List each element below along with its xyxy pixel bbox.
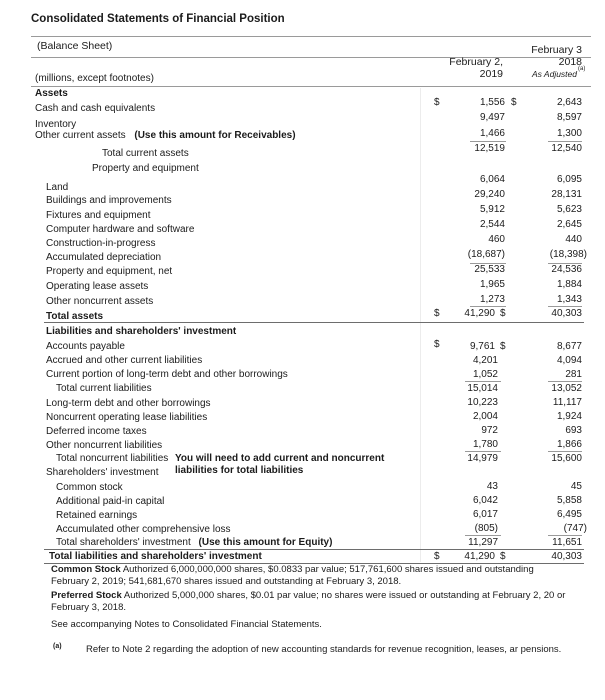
footnote-preferred-stock-label: Preferred Stock: [51, 590, 122, 601]
subtotal-rule: [470, 306, 506, 307]
row-label-buildings: Buildings and improvements: [46, 195, 172, 206]
value-2018: 6,495: [556, 509, 582, 520]
value-2018: 693: [565, 425, 582, 436]
row-label-land: Land: [46, 182, 69, 193]
subtotal-rule: [548, 535, 582, 536]
row-label-fixtures: Fixtures and equipment: [46, 210, 151, 221]
row-label-cash: Cash and cash equivalents: [35, 103, 156, 114]
value-2018: 1,866: [556, 439, 582, 450]
value-2018: 1,924: [556, 411, 582, 422]
value-2019: 1,965: [479, 279, 505, 290]
value-2019: (805): [474, 523, 498, 534]
value-2018: 6,095: [556, 174, 582, 185]
value-2019: 41,290: [464, 308, 495, 319]
value-2019: 10,223: [467, 397, 498, 408]
value-2018: 1,884: [556, 279, 582, 290]
row-label-pe-net: Property and equipment, net: [46, 266, 173, 277]
row-label-total-liabilities-equity: Total liabilities and shareholders' investment: [49, 551, 262, 562]
row-label-operating-lease-assets: Operating lease assets: [46, 281, 149, 292]
value-2019: 1,052: [472, 369, 498, 380]
dollar-sign: $: [500, 551, 506, 562]
subtotal-rule: [465, 381, 501, 382]
footnote-common-stock: [51, 564, 571, 588]
value-2018: 40,303: [551, 551, 582, 562]
row-label-shareholders-investment: Shareholders' investment: [46, 467, 159, 478]
units-note: (millions, except footnotes): [35, 73, 154, 84]
col-header-2018-line3: [505, 69, 577, 79]
value-2019: 1,556: [479, 97, 505, 108]
value-2018: 440: [565, 234, 582, 245]
row-label-construction: Construction-in-progress: [46, 238, 156, 249]
subtotal-rule: [470, 141, 506, 142]
footnote-see-notes: See accompanying Notes to Consolidated Financial Statements.: [51, 619, 322, 630]
dollar-sign: $: [500, 308, 506, 319]
value-2018: 8,597: [556, 112, 582, 123]
value-2019: 1,273: [479, 294, 505, 305]
value-2018: 1,343: [556, 294, 582, 305]
value-2019: 6,017: [472, 509, 498, 520]
row-label-text: Total shareholders' investment: [56, 537, 191, 548]
col-header-note-marker: (a): [578, 66, 586, 72]
dollar-sign: $: [434, 308, 440, 319]
footnote-common-stock-label: Common Stock: [51, 564, 121, 575]
footnote-preferred-stock: [51, 590, 571, 614]
row-label-liabilities-header: Liabilities and shareholders' investment: [46, 326, 237, 337]
row-label-total-shareholders-investment: [56, 537, 332, 549]
value-2019: 2,004: [472, 411, 498, 422]
row-label-deferred-taxes: Deferred income taxes: [46, 426, 147, 437]
value-2019: 6,064: [479, 174, 505, 185]
row-label-accrued: Accrued and other current liabilities: [46, 355, 203, 366]
value-2018: 2,645: [556, 219, 582, 230]
footnote-a-text: Refer to Note 2 regarding the adoption of new accounting standards for revenue recognition, leases, ar pensions.: [86, 644, 562, 655]
col-header-2018-line1: February 3: [531, 44, 582, 56]
dollar-sign: $: [434, 97, 440, 108]
page-title: Consolidated Statements of Financial Position: [31, 13, 285, 25]
value-2019: 1,780: [472, 439, 498, 450]
row-label-apic: Additional paid-in capital: [56, 496, 165, 507]
as-adjusted-label: As Adjusted: [531, 69, 577, 79]
col-header-2019-line1: February 2,: [449, 56, 503, 68]
dollar-sign: $: [511, 97, 517, 108]
value-2019: (18,687): [467, 249, 505, 260]
note-marker: (a): [53, 643, 62, 650]
value-2019: 14,979: [467, 453, 498, 464]
dollar-sign: $: [434, 551, 440, 562]
value-2019: 460: [488, 234, 505, 245]
row-label-other-current-assets: [35, 130, 296, 142]
value-2018: 15,600: [551, 453, 582, 464]
col-header-2018-line2: 2018: [558, 56, 582, 68]
value-2019: 9,497: [479, 112, 505, 123]
subtotal-rule: [465, 535, 501, 536]
subtotal-rule: [548, 141, 582, 142]
row-label-accumulated-depreciation: Accumulated depreciation: [46, 252, 162, 263]
value-2018: 12,540: [551, 143, 582, 154]
value-2019: 2,544: [479, 219, 505, 230]
subtitle: (Balance Sheet): [37, 40, 113, 52]
section-divider: [44, 549, 584, 550]
footnote-common-stock-text: Authorized 6,000,000,000 shares, $0.0833 par value; 517,761,600 shares issued and outstanding February 2, 2019; 541,681,670 shares issued and outstanding at February 3, 2018.: [51, 564, 534, 587]
dollar-sign: $: [500, 341, 506, 352]
value-2019: 15,014: [467, 383, 498, 394]
value-2019: 41,290: [464, 551, 495, 562]
value-2019: 11,297: [468, 537, 498, 548]
section-divider: [44, 322, 584, 323]
value-2019: 25,533: [474, 264, 505, 275]
subtotal-rule: [548, 381, 582, 382]
value-2019: 1,466: [479, 128, 505, 139]
value-2018: 1,300: [556, 128, 582, 139]
subtotal-rule: [548, 306, 582, 307]
value-2019: 29,240: [474, 189, 505, 200]
row-label-common-stock: Common stock: [56, 482, 123, 493]
row-label-other-noncurrent-assets: Other noncurrent assets: [46, 296, 154, 307]
row-label-assets: Assets: [35, 88, 68, 99]
value-2019: 6,042: [472, 495, 498, 506]
row-label-retained-earnings: Retained earnings: [56, 510, 138, 521]
row-label-total-noncurrent-liabilities: Total noncurrent liabilities: [56, 453, 169, 464]
row-label-text: Other current assets: [35, 130, 126, 141]
row-label-total-current-assets: Total current assets: [102, 148, 189, 159]
value-2018: 5,858: [556, 495, 582, 506]
dollar-sign: $: [434, 339, 440, 350]
value-2018: (18,398): [549, 249, 587, 260]
row-label-other-noncurrent-liabilities: Other noncurrent liabilities: [46, 440, 163, 451]
col-header-2019-line2: 2019: [479, 68, 503, 80]
value-2018: 5,623: [556, 204, 582, 215]
value-2019: 12,519: [474, 143, 505, 154]
value-2018: 24,536: [551, 264, 582, 275]
value-2018: 11,117: [552, 397, 582, 408]
row-label-total-current-liabilities: Total current liabilities: [56, 383, 152, 394]
value-2018: 8,677: [556, 341, 582, 352]
value-2018: 28,131: [551, 189, 582, 200]
subtotal-rule: [548, 451, 582, 452]
row-label-accounts-payable: Accounts payable: [46, 341, 125, 352]
row-label-inventory: Inventory: [35, 119, 77, 130]
row-label-total-assets: Total assets: [46, 311, 104, 322]
value-2018: 40,303: [551, 308, 582, 319]
value-2019: 4,201: [472, 355, 498, 366]
row-label-instruction: (Use this amount for Equity): [198, 537, 333, 548]
value-2018: 4,094: [556, 355, 582, 366]
value-2019: 5,912: [479, 204, 505, 215]
row-label-long-term-debt: Long-term debt and other borrowings: [46, 398, 211, 409]
header-divider: [31, 86, 591, 87]
column-guide: [420, 88, 421, 562]
subtotal-rule: [465, 451, 501, 452]
row-label-current-portion-debt: Current portion of long-term debt and other borrowings: [46, 369, 288, 380]
row-label-computer: Computer hardware and software: [46, 224, 195, 235]
row-label-noncurrent-lease-liabilities: Noncurrent operating lease liabilities: [46, 412, 208, 423]
footnote-preferred-stock-text: Authorized 5,000,000 shares, $0.01 par value; no shares were issued or outstanding at February 2, 20 or February 3, 2018.: [51, 590, 566, 613]
value-2019: 972: [481, 425, 498, 436]
value-2018: 45: [570, 481, 582, 492]
value-2018: 11,651: [552, 537, 582, 548]
value-2018: 281: [565, 369, 582, 380]
value-2018: 2,643: [556, 97, 582, 108]
row-label-aoci: Accumulated other comprehensive loss: [56, 524, 231, 535]
value-2019: 43: [486, 481, 498, 492]
value-2018: 13,052: [551, 383, 582, 394]
row-label-instruction: (Use this amount for Receivables): [134, 130, 296, 141]
row-label-property-equipment: Property and equipment: [92, 163, 199, 174]
row-label-instruction: You will need to add current and noncurrent liabilities for total liabilities: [175, 453, 385, 476]
value-2018: (747): [563, 523, 587, 534]
value-2019: 9,761: [469, 341, 495, 352]
